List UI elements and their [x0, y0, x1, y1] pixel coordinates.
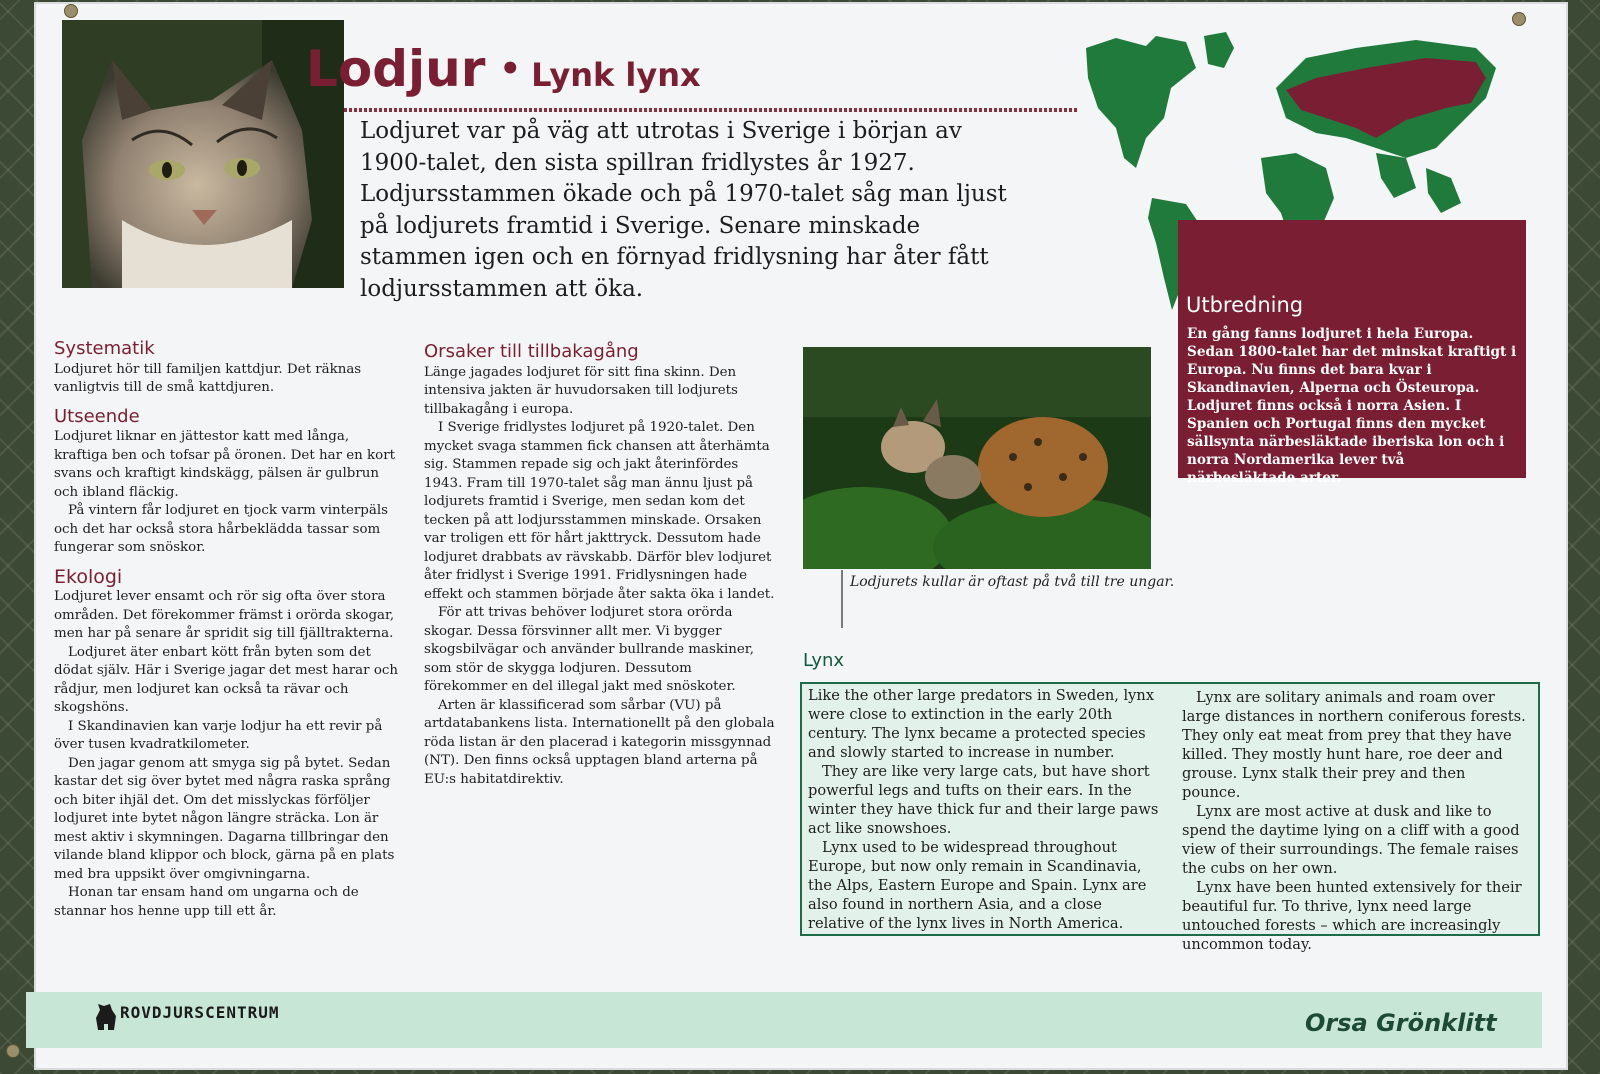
english-text-6: Lynx have been hunted extensively for their beautiful fur. To thrive, lynx need large untouched forests – which are increasingly uncommon today.: [1182, 879, 1522, 953]
english-text-2: They are like very large cats, but have short powerful legs and tufts on their ears. In the winter they have thick fur and their large paws act like snowshoes.: [808, 763, 1159, 837]
english-text-5: Lynx are most active at dusk and like to spend the daytime lying on a cliff with a good view of their surroundings. The female raises the cubs on her own.: [1182, 803, 1520, 877]
intro-text: Lodjuret var på väg att utrotas i Sverige i början av 1900-talet, den sista spillran fridlystes år 1927. Lodjursstammen ökade och på 1970-talet såg man ljust på lodjurets framtid i Sverige. Senare minskade stammen igen och en förnyad fridlysning har åter fått lodjursstammen att öka.: [360, 118, 1007, 302]
english-text-3: Lynx used to be widespread throughout Europe, but now only remain in Scandinavia, the Alps, Eastern Europe and Spain. Lynx are also found in northern Asia, and a close relative of the lynx lives in North America.: [808, 839, 1147, 932]
title-latin: Lynk lynx: [531, 56, 701, 94]
english-text-4: Lynx are solitary animals and roam over large distances in northern coniferous forests. They only eat meat from prey that they have killed. They mostly hunt hare, roe deer and grouse. Lynx stalk their prey and then pounce.: [1182, 689, 1526, 801]
utseende-text-1: Lodjuret liknar en jättestor katt med långa, kraftiga ben och tofsar på öronen. Det har en kort svans och kraftigt kindskägg, pälsen är gulbrun och ibland fläckig.: [54, 429, 396, 500]
orsa-gronklitt-logo-text: Orsa Grönklitt: [1305, 1009, 1497, 1037]
english-text-1: Like the other large predators in Sweden, lynx were close to extinction in the early 20th century. The lynx became a protected species and slowly started to increase in number.: [808, 687, 1155, 761]
utseende-heading: Utseende: [54, 405, 140, 427]
rovdjurscentrum-logo-text: ROVDJURSCENTRUM: [120, 1003, 280, 1022]
utseende-text-2: På vintern får lodjuret en tjock varm vinterpäls och det har också stora hårbeklädda tassar som fungerar som snöskor.: [54, 503, 389, 555]
lynx-heading: Lynx: [803, 650, 845, 671]
systematik-heading: Systematik: [54, 338, 155, 359]
bear-logo-icon: [92, 1000, 120, 1038]
screw-icon: [64, 4, 78, 18]
orsaker-text-3: För att trivas behöver lodjuret stora orörda skogar. Dessa försvinner allt mer. Vi bygger skogsbilvägar och använder bullrande maskiner, som stör de skygga lodjuren. Dessutom förekommer en del illegal jakt med snöskoter.: [424, 605, 754, 694]
english-column-left: [808, 686, 1160, 933]
column-left: [54, 340, 404, 921]
systematik-text: Lodjuret hör till familjen kattdjur. Det räknas vanligtvis till de små kattdjuren.: [54, 361, 362, 395]
ekologi-text-3: I Skandinavien kan varje lodjur ha ett revir på över tusen kvadratkilometer.: [54, 718, 383, 752]
utbredning-text: En gång fanns lodjuret i hela Europa. Sedan 1800-talet har det minskat kraftigt i Europa. Nu finns det bara kvar i Skandinavien, Alperna och Östeuropa. Lodjuret finns också i norra Asien. I Spanien och Portugal finns den mycket sällsynta närbesläktade iberiska lon och i norra Nordamerika lever två närbesläktade arter.: [1187, 326, 1517, 486]
caption-rule: [841, 570, 843, 628]
lynx-portrait-photo: [62, 20, 344, 288]
title-divider: [344, 108, 1078, 112]
ekologi-text-2: Lodjuret äter enbart kött från byten som det dödat själv. Här i Sverige jagar det mest harar och rådjur, men lodjuret kan också ta rävar och skogshöns.: [54, 644, 399, 715]
orsaker-heading: Orsaker till tillbakagång: [424, 341, 639, 362]
title-separator: •: [499, 49, 522, 89]
ekologi-heading: Ekologi: [54, 565, 123, 588]
orsaker-text-4: Arten är klassificerad som sårbar (VU) på artdatabankens lista. Internationellt på den globala röda listan är den placerad i kategorin missgynnad (NT). Den finns också upptagen bland arterna på EU:s habitatdirektiv.: [424, 697, 775, 787]
screw-icon: [6, 1044, 20, 1058]
photo-caption: Lodjurets kullar är oftast på två till tre ungar.: [850, 574, 1175, 590]
ekologi-text-5: Honan tar ensam hand om ungarna och de stannar hos henne upp till ett år.: [54, 885, 359, 919]
ekologi-text-4: Den jagar genom att smyga sig på bytet. Sedan kastar det sig över bytet med några raska språng och biter ihjäl det. Om det misslyckas förföljer lodjuret inte bytet någon längre sträcka. Lon är mest aktiv i skymningen. Dagarna tillbringar den vilande bland klippor och block, gärna på en plats med bra uppsikt över omgivningarna.: [54, 755, 395, 882]
ekologi-text-1: Lodjuret lever ensamt och rör sig ofta över stora områden. Det förekommer främst i orörda skogar, men har på senare år spridit sig till fjälltrakterna.: [54, 589, 395, 641]
orsaker-text-2: I Sverige fridlystes lodjuret på 1920-talet. Den mycket svaga stammen fick chansen att återhämta sig. Stammen repade sig och jakt återinfördes 1943. Fram till 1970-talet såg man ännu ljust på lodjurets framtid i Sverige, men sedan kom det tecken på att lodjursstammen minskade. Orsaken var troligen ett för hårt jakttryck. Dessutom hade lodjuret drabbats av rävskabb. Därför blev lodjuret åter fridlyst i Sverige 1991. Fridlysningen hade effekt och stammen började åter sakta öka i landet.: [424, 420, 775, 602]
page-title: [306, 40, 701, 98]
english-column-right: [1182, 688, 1528, 954]
orsaker-text-1: Länge jagades lodjuret för sitt fina skinn. Den intensiva jakten är huvudorsaken till lodjurets tillbakagång i europa.: [424, 364, 738, 417]
lynx-cubs-photo: [803, 347, 1151, 569]
utbredning-heading: Utbredning: [1186, 293, 1304, 317]
title-main: Lodjur: [306, 40, 486, 98]
screw-icon: [1512, 12, 1526, 26]
column-middle: [424, 343, 776, 789]
